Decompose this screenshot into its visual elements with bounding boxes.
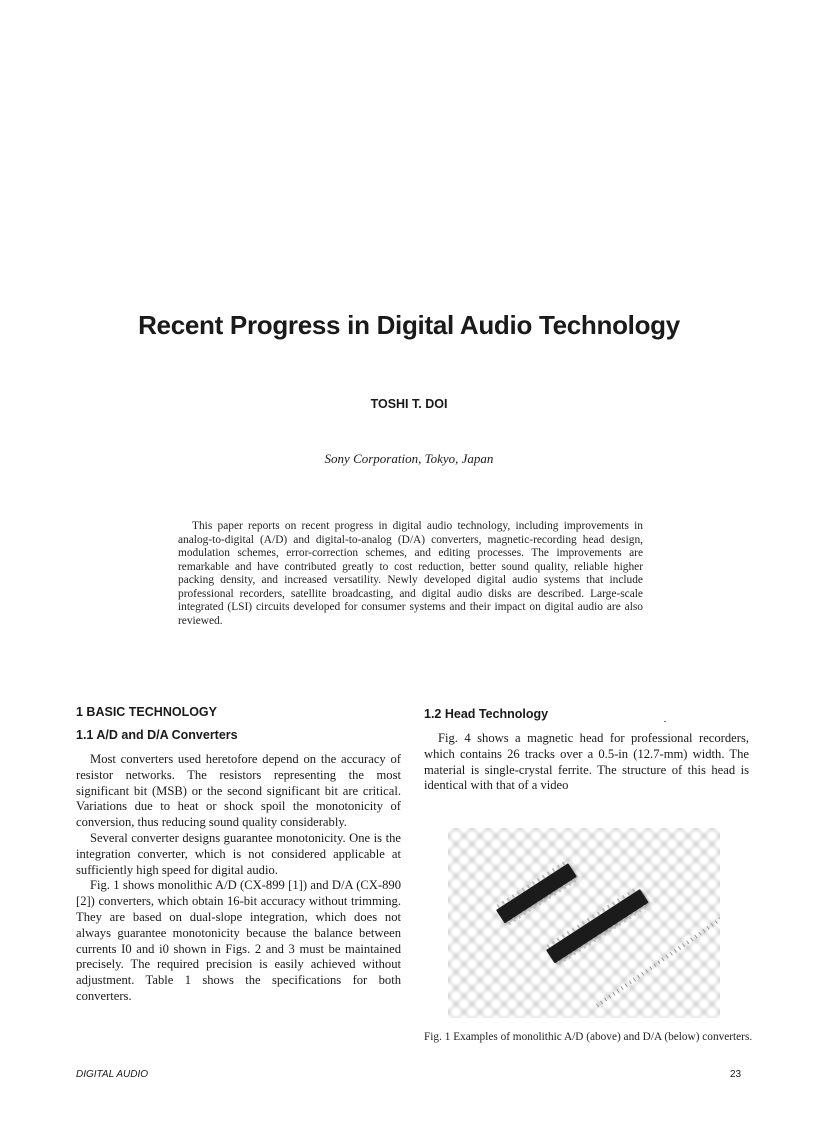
subsection-heading: 1.1 A/D and D/A Converters — [76, 728, 238, 742]
figure-photo — [448, 828, 720, 1018]
left-column — [76, 705, 401, 1005]
author-affiliation: Sony Corporation, Tokyo, Japan — [324, 451, 494, 466]
body-paragraph: Several converter designs guarantee monotonicity. One is the integration converter, which is not considered applicable at sufficiently high speed for digital audio. — [76, 830, 401, 877]
section-heading: 1 BASIC TECHNOLOGY — [76, 705, 217, 719]
scan-speck — [664, 721, 666, 722]
body-paragraph: Fig. 4 shows a magnetic head for professional recorders, which contains 26 tracks over a 0.5-in (12.7-mm) width. The material is single-crystal ferrite. The structure of this head is identical with that of a video — [424, 731, 749, 793]
ad-converter-chip — [496, 863, 577, 923]
figure-caption: Fig. 1 Examples of monolithic A/D (above) and D/A (below) converters. — [424, 1031, 753, 1043]
paper-title: Recent Progress in Digital Audio Technology — [138, 310, 680, 340]
author-name: TOSHI T. DOI — [370, 397, 448, 411]
subsection-heading: 1.2 Head Technology — [424, 707, 549, 721]
body-paragraph: Fig. 1 shows monolithic A/D (CX-899 [1]) and D/A (CX-890 [2]) converters, which obtain 16-bit accuracy without trimming. They are based on dual-slope integration, which does not always guarantee monotonicity because the balance between currents I0 and i0 shown in Figs. 2 and 3 must be maintained precisely. The required precision is easily achieved without adjustment. Table 1 shows the specifications for both converters. — [76, 878, 401, 1003]
journal-footer: DIGITAL AUDIO — [76, 1069, 149, 1080]
page-number: 23 — [730, 1069, 742, 1080]
right-column — [424, 705, 749, 794]
body-paragraph: Most converters used heretofore depend on the accuracy of resistor networks. The resistors representing the most significant bit (MSB) or the second significant bit are critical. Variations due to heat or shock spoil the monotonicity of conversion, thus reducing sound quality considerably. — [76, 752, 401, 830]
abstract: This paper reports on recent progress in digital audio technology, including improvements in analog-to-digital (A/D) and digital-to-analog (D/A) converters, magnetic-recording head design, modulation schemes, error-correction schemes, and editing processes. The improvements are remarkable and have contributed greatly to cost reduction, better sound quality, reliable higher packing density, and increased versatility. Newly developed digital audio systems that include professional recorders, satellite broadcasting, and digital audio disks are described. Large-scale integrated (LSI) circuits developed for consumer systems and their impact on digital audio are also reviewed. — [178, 520, 643, 627]
da-converter-chip — [546, 889, 649, 963]
